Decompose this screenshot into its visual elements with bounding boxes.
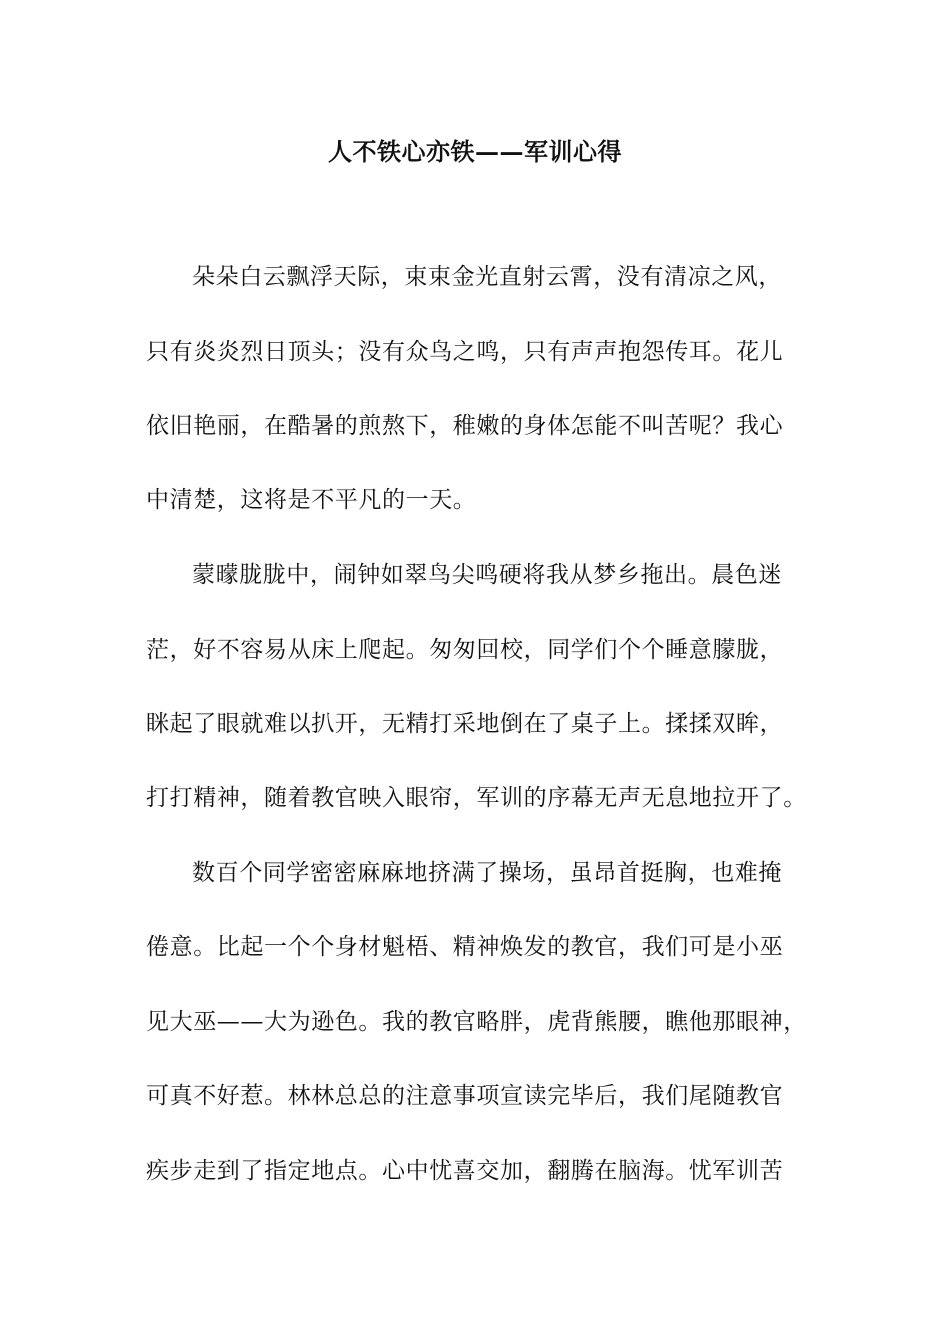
paragraph-3-line-3: 见大巫——大为逊色。我的教官略胖，虎背熊腰，瞧他那眼神， [146,1009,807,1035]
paragraph-2-line-3: 眯起了眼就难以扒开，无精打采地倒在了桌子上。揉揉双眸， [146,711,784,737]
paragraph-2-line-4: 打打精神，随着教官映入眼帘，军训的序幕无声无息地拉开了。 [146,785,807,811]
paragraph-3-line-1: 数百个同学密密麻麻地挤满了操场，虽昂首挺胸，也难掩 [192,860,782,886]
paragraph-1-line-4: 中清楚，这将是不平凡的一天。 [146,487,477,513]
paragraph-3-line-2: 倦意。比起一个个身材魁梧、精神焕发的教官，我们可是小巫 [146,934,784,960]
paragraph-1-line-3: 依旧艳丽，在酷暑的煎熬下，稚嫩的身体怎能不叫苦呢？我心 [146,413,784,439]
paragraph-1-line-1: 朵朵白云飘浮天际，束束金光直射云霄，没有清凉之风， [192,264,782,290]
document-title: 人不铁心亦铁——军训心得 [328,137,622,166]
paragraph-2-line-2: 茫，好不容易从床上爬起。匆匆回校，同学们个个睡意朦胧， [146,637,784,663]
paragraph-3-line-4: 可真不好惹。林林总总的注意事项宣读完毕后，我们尾随教官 [146,1083,784,1109]
paragraph-2-line-1: 蒙曚胧胧中，闹钟如翠鸟尖鸣硬将我从梦乡拖出。晨色迷 [192,562,782,588]
paragraph-1-line-2: 只有炎炎烈日顶头；没有众鸟之鸣，只有声声抱怨传耳。花儿 [146,339,784,365]
paragraph-3-line-5: 疾步走到了指定地点。心中忧喜交加，翻腾在脑海。忧军训苦 [146,1158,784,1184]
